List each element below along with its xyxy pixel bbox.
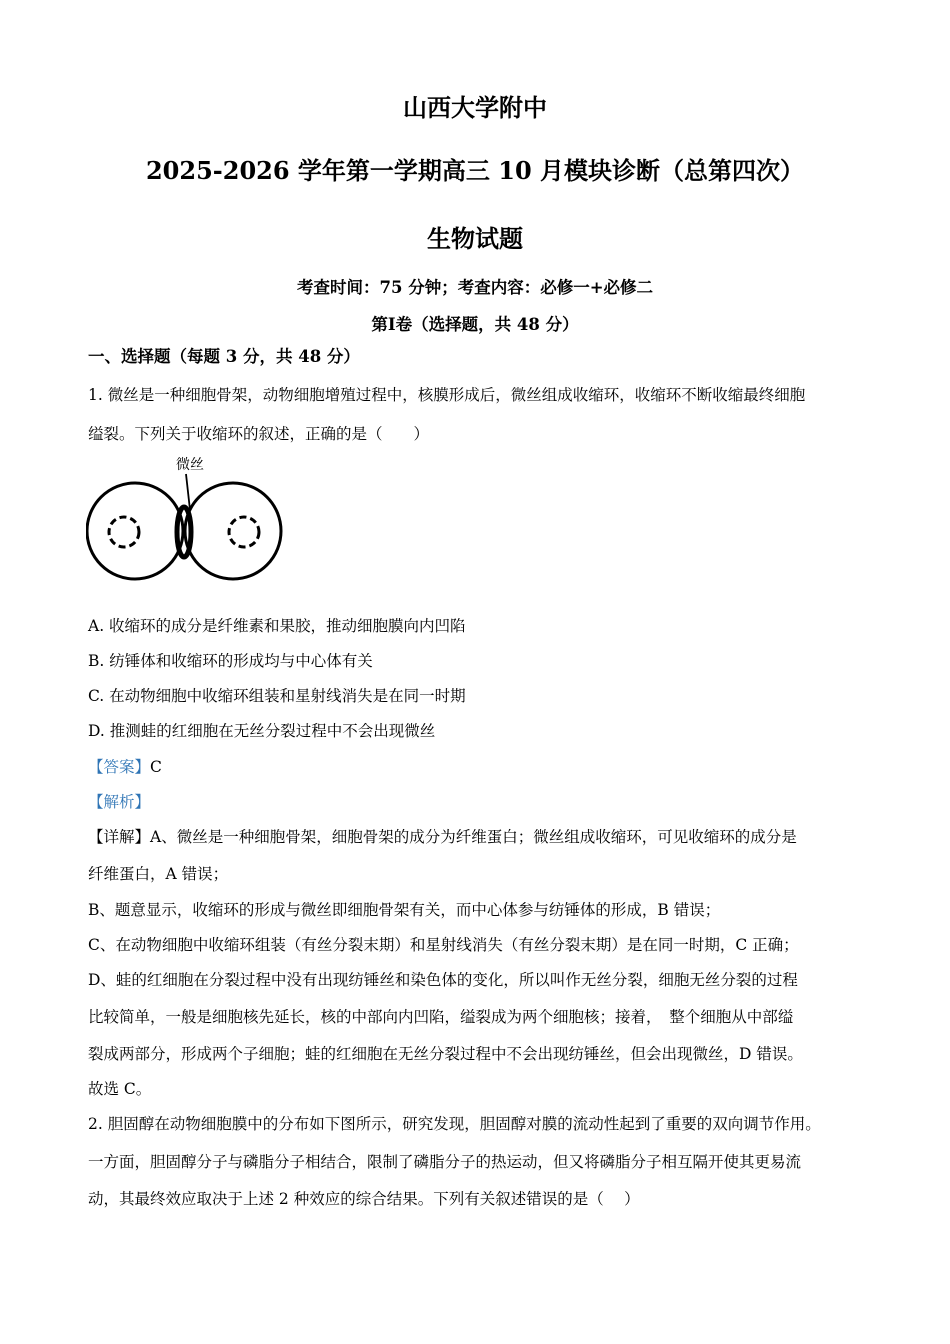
q1-option-d: D. 推测蛙的红细胞在无丝分裂过程中不会出现微丝 [88, 722, 436, 740]
answer-tag: 【答案】 [88, 758, 151, 776]
left-nucleus [109, 517, 139, 547]
detail-line2: 纤维蛋白，A 错误； [88, 865, 229, 883]
exam-info: 考查时间：75 分钟；考查内容：必修一+必修二 [296, 278, 654, 297]
q1-conclusion: 故选 C。 [88, 1080, 152, 1098]
detail-tag: 【详解】 [88, 828, 151, 846]
q1-answer-line [88, 757, 878, 777]
left-cell [87, 483, 183, 579]
school-title: 山西大学附中 [403, 93, 547, 122]
microfilament-label: 微丝 [176, 456, 204, 472]
label-pointer [186, 474, 190, 510]
right-nucleus [229, 517, 259, 547]
q1-stem-line2: 缢裂。下列关于收缩环的叙述，正确的是（ ） [88, 425, 430, 443]
contractile-ring-figure [86, 452, 286, 592]
right-cell [185, 483, 281, 579]
exam-title: 2025-2026 学年第一学期高三 10 月模块诊断（总第四次） [145, 156, 805, 185]
q1-option-a: A. 收缩环的成分是纤维素和果胶，推动细胞膜向内凹陷 [88, 617, 466, 635]
q1-option-c: C. 在动物细胞中收缩环组装和星射线消失是在同一时期 [88, 687, 466, 705]
detail-line7: 裂成两部分，形成两个子细胞；蛙的红细胞在无丝分裂过程中不会出现纺锤丝，但会出现微丝，D 错误。 [88, 1045, 803, 1063]
q2-stem-line2: 一方面，胆固醇分子与磷脂分子相结合，限制了磷脂分子的热运动，但又将磷脂分子相互隔开使其更易流 [88, 1153, 802, 1171]
q2-stem-line3: 动，其最终效应取决于上述 2 种效应的综合结果。下列有关叙述错误的是（ ） [88, 1190, 640, 1208]
detail-line4: C、在动物细胞中收缩环组装（有丝分裂末期）和星射线消失（有丝分裂末期）是在同一时期，C 正确； [88, 936, 799, 954]
answer-value: C [150, 758, 162, 776]
detail-text1: A、微丝是一种细胞骨架，细胞骨架的成分为纤维蛋白；微丝组成收缩环，可见收缩环的成分是 [150, 828, 797, 846]
q1-option-b: B. 纺锤体和收缩环的形成均与中心体有关 [88, 652, 373, 670]
detail-line5: D、蛙的红细胞在分裂过程中没有出现纺锤丝和染色体的变化，所以叫作无丝分裂，细胞无丝分裂的过程 [88, 971, 798, 989]
detail-line6: 比较简单，一般是细胞核先延长，核的中部向内凹陷，缢裂成为两个细胞核；接着， 整个细胞从中部缢 [88, 1008, 794, 1026]
analysis-tag: 【解析】 [88, 793, 151, 811]
detail-line3: B、题意显示，收缩环的形成与微丝即细胞骨架有关，而中心体参与纺锤体的形成，B 错误； [88, 901, 721, 919]
q1-stem-line1: 1. 微丝是一种细胞骨架，动物细胞增殖过程中，核膜形成后，微丝组成收缩环，收缩环不断收缩最终细胞 [88, 386, 806, 404]
subject-title: 生物试题 [427, 224, 523, 253]
detail-line1 [88, 827, 878, 847]
volume-heading: 第Ⅰ卷（选择题，共 48 分） [371, 315, 579, 334]
q2-stem-line1: 2. 胆固醇在动物细胞膜中的分布如下图所示，研究发现，胆固醇对膜的流动性起到了重要的双向调节作用。 [88, 1115, 821, 1133]
section-heading: 一、选择题（每题 3 分，共 48 分） [88, 347, 360, 366]
